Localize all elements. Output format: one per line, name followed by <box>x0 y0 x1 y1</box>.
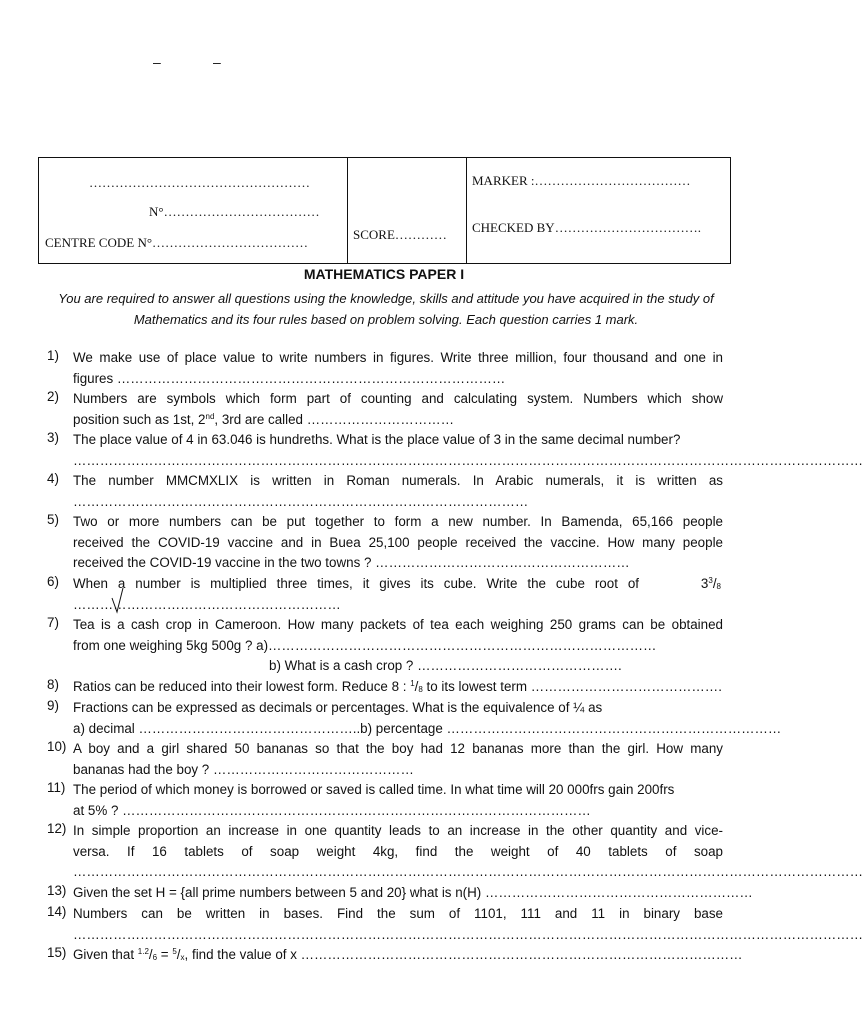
ordinal-suffix: nd <box>205 411 215 421</box>
candidate-name-field[interactable]: …………………………………………… <box>89 175 310 190</box>
question-text: Tea is a cash crop in Cameroon. How many packets of tea each weighing 250 grams can be obtained <box>73 617 723 632</box>
marker-cell <box>466 158 730 263</box>
radical-sign-icon <box>112 588 124 614</box>
question-text: The place value of 4 in 63.046 is hundreths. What is the place value of 3 in the same decimal number? <box>73 432 681 447</box>
question-number: 15) <box>47 945 67 960</box>
question-number: 11) <box>47 780 66 795</box>
candidate-number-field[interactable]: N°……………………………… <box>149 204 320 219</box>
answer-line[interactable]: Ratios can be reduced into their lowest form. Reduce 8 : $^1/_8$ to its lowest term ……………………………………. <box>73 679 722 694</box>
candidate-info-table <box>38 157 731 264</box>
fraction-denominator: 8 <box>418 685 423 694</box>
answer-line[interactable]: Given the set H = {all prime numbers between 5 and 20} what is n(H) …………………………………………………… <box>73 885 753 900</box>
answer-line[interactable]: from one weighing 5kg 500g ? a)…………………………………………………………………………… <box>73 637 657 653</box>
question-number: 12) <box>47 821 67 836</box>
question-text: We make use of place value to write numbers in figures. Write three million, four thousand and one in <box>73 350 723 365</box>
top-dash: – <box>213 54 221 70</box>
mixed-fraction: $3^3/_8$ <box>700 576 721 591</box>
score-field[interactable]: SCORE………… <box>353 227 447 242</box>
question-number: 5) <box>47 512 59 527</box>
question-text: Two or more numbers can be put together to form a new number. In Bamenda, 65,166 people <box>73 514 723 529</box>
answer-line[interactable]: b) What is a cash crop ? ………………………………………. <box>269 658 622 673</box>
answer-line[interactable]: …………………………………………………………………………………………………………………………………………………………… <box>73 926 863 942</box>
question-text: , find the value of x ……………………………………………………………………………………… <box>184 947 743 962</box>
answer-line[interactable]: …………………………………………………… <box>73 596 341 612</box>
question-number: 10) <box>47 739 67 754</box>
answer-line[interactable]: …………………………………………………………………………………………………………………………………………………………… <box>73 864 863 879</box>
top-dash: – <box>153 54 161 70</box>
question-number: 2) <box>47 389 59 404</box>
question-text: When a number is multiplied three times, it gives its cube. Write the cube root of <box>73 576 639 591</box>
marker-field[interactable]: MARKER :……………………………… <box>472 173 691 188</box>
answer-line[interactable]: at 5% ? …………………………………………………………………………………………… <box>73 802 591 818</box>
instructions: You are required to answer all questions using the knowledge, skills and attitude you have acquired in the study of Mathematics and its four rules based on problem solving. Each question carries 1 mark. <box>58 291 714 327</box>
candidate-cell <box>39 158 348 263</box>
question-number: 4) <box>47 471 59 486</box>
paper-title: MATHEMATICS PAPER I <box>303 266 465 282</box>
question-text: to its lowest term ……………………………………. <box>422 679 722 694</box>
question-text: received the COVID-19 vaccine and in Buea 25,100 people received the vaccine. How many people <box>73 534 723 550</box>
question-text: The number MMCMXLIX is written in Roman numerals. In Arabic numerals, it is written as <box>73 473 723 488</box>
question-number: 8) <box>47 677 59 692</box>
question-text: The period of which money is borrowed or saved is called time. In what time will 20 000frs gain 200frs <box>73 782 675 797</box>
answer-line[interactable]: Given that $^{1.2}/_6 = ^5/_x$, find the value of x ……………………………………………………………………………………… <box>73 947 743 962</box>
answer-line[interactable]: ………………………………………………………………………………………… <box>73 493 529 509</box>
fraction-denominator: x <box>180 953 185 962</box>
score-cell <box>347 158 467 263</box>
question-number: 14) <box>47 904 67 919</box>
question-text: position such as 1st, 2 <box>73 411 206 427</box>
fraction-denominator: 6 <box>152 953 158 962</box>
answer-dots: , 3rd are called …………………………… <box>214 411 454 427</box>
question-text: Given that <box>73 947 138 962</box>
question-text: Fractions can be expressed as decimals or percentages. What is the equivalence of ¼ as <box>73 700 603 715</box>
fraction-numerator: 5 <box>172 947 177 956</box>
question-number: 13) <box>47 883 67 898</box>
question-number: 3) <box>47 430 59 445</box>
answer-line[interactable]: figures …………………………………………………………………………… <box>73 370 506 386</box>
answer-line[interactable]: …………………………………………………………………………………………………………………………………………………………… <box>73 452 863 468</box>
question-text: versa. If 16 tablets of soap weight 4kg, find the weight of 40 tablets of soap <box>73 843 723 859</box>
answer-line[interactable]: a) decimal …………………………………………..b) percentage ………………………………………………………………… <box>73 720 782 736</box>
question-text: Numbers can be written in bases. Find the sum of 1101, 111 and 11 in binary base <box>73 906 723 921</box>
question-number: 7) <box>47 615 59 630</box>
fraction-numerator: 1 <box>410 679 415 688</box>
checked-by-field[interactable]: CHECKED BY……………………………. <box>472 220 701 235</box>
question-number: 1) <box>47 348 59 363</box>
question-text: A boy and a girl shared 50 bananas so that the boy had 12 bananas more than the girl. How many <box>73 741 723 756</box>
question-text: Numbers are symbols which form part of counting and calculating system. Numbers which show <box>73 391 723 406</box>
question-number: 6) <box>47 574 59 589</box>
question-text: Ratios can be reduced into their lowest form. Reduce 8 : <box>73 679 411 694</box>
question-text: In simple proportion an increase in one quantity leads to an increase in the other quantity and vice- <box>73 823 723 838</box>
question-number: 9) <box>47 698 59 713</box>
centre-code-field[interactable]: CENTRE CODE N°……………………………… <box>45 235 309 250</box>
answer-line[interactable] <box>73 410 723 431</box>
fraction-numerator: 1.2 <box>137 947 149 956</box>
answer-line[interactable]: received the COVID-19 vaccine in the two towns ? ………………………………………………… <box>73 555 630 570</box>
answer-line[interactable]: bananas had the boy ? ……………………………………… <box>73 761 414 777</box>
